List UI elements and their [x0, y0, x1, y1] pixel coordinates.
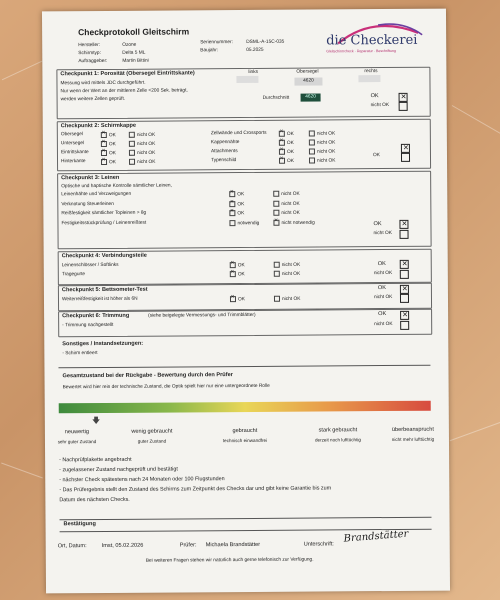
cp2-right-ok: ✕ OK [279, 140, 294, 146]
protocol-sheet [42, 9, 450, 594]
cp3-row1-nicht-ok: nicht OK [273, 191, 299, 197]
gesamt-title: Gesamtzustand bei der Rückgabe - Bewertung durch den Prüfer [62, 372, 233, 380]
cp4-row1-ok: ✕OK [230, 262, 245, 268]
checkbox[interactable] [273, 219, 279, 225]
cp2-left-ok: ✕ OK [101, 150, 116, 156]
cp2-right-label: Typenschild [211, 158, 237, 164]
cp6-ok-checkbox[interactable] [400, 311, 409, 320]
label-auftraggeber: Auftraggeber: [78, 58, 108, 65]
checkbox[interactable] [129, 131, 135, 137]
value-auftraggeber: Martin Bittini [122, 58, 149, 64]
down-arrow-icon: 🡇 [91, 416, 101, 426]
durchschnitt-label: Durchschnitt [262, 95, 290, 101]
cp3-row3-nicht-ok: nicht OK [273, 210, 299, 216]
checkbox[interactable] [230, 271, 236, 277]
floor-grout [452, 105, 500, 136]
logo-text: die Checkerei [326, 32, 418, 49]
cp4-ok-label: OK [377, 261, 386, 268]
cp3-ok-checkbox[interactable] [399, 220, 408, 229]
cp4-row1: Leinenschlösser / Softlinks [61, 262, 119, 269]
checkbox[interactable] [274, 261, 280, 267]
checkbox[interactable] [279, 139, 285, 145]
checkbox[interactable] [230, 296, 236, 302]
cp5-row1-nicht-ok: nicht OK [274, 296, 300, 302]
footer-note: Bei weiteren Fragen stehen wir natürlich auch gerne telefonisch zur Verfügung. [145, 557, 314, 564]
cp3-nicht-ok-label: nicht OK [373, 230, 392, 237]
cp5-ok-label: OK [377, 285, 387, 292]
checkbox[interactable] [273, 200, 279, 206]
cp2-right-label: Kappennähte [210, 140, 240, 146]
grade-label: überbeansprucht [391, 426, 434, 433]
document-title: Checkprotokoll Gleitschirm [78, 26, 190, 38]
cp2-ok-checkbox[interactable] [401, 144, 410, 153]
ort-value: Imst, 05.02.2026 [101, 542, 144, 550]
cp6-subtitle: (siehe beigelegte Vermessungs- und Trimmblätter) [148, 312, 256, 319]
gesamt-subtitle: Bewertet wird hier rein der technische Zustand, die Optik spielt hier nur eine untergeordnete Rolle [62, 383, 270, 391]
cp2-right-nicht-ok: nicht OK [309, 139, 335, 145]
cp1-col-links: links [248, 69, 259, 75]
checkbox[interactable] [309, 148, 315, 154]
checkbox[interactable] [229, 220, 235, 226]
cp5-nicht-ok-checkbox[interactable] [400, 294, 409, 303]
grade-sub: derzeit noch lufttüchtig [314, 437, 361, 443]
cp4-ok-checkbox[interactable] [400, 260, 409, 269]
cp4-nicht-ok-label: nicht OK [373, 270, 393, 277]
cp2-left-label: Untersegel [60, 141, 85, 147]
cp1-line3: werden weitere Zellen geprüft. [60, 96, 126, 103]
cp3-row1b: Leinenhähte und Verzweigungen [61, 191, 132, 198]
checkbox[interactable] [229, 191, 235, 197]
checkbox[interactable] [273, 190, 279, 196]
cp2-right-nicht-ok: nicht OK [309, 130, 335, 136]
ort-label: Ort, Datum: [57, 543, 87, 550]
cp1-col-obersegel: Obersegel [296, 69, 319, 75]
floor-grout [1, 463, 43, 479]
sonstiges-title: Sonstiges / Instandsetzungen: [62, 340, 144, 348]
checkbox[interactable] [230, 262, 236, 268]
note-line: - nächster Check spätestens nach 24 Monaten oder 100 Flugstunden [59, 476, 225, 484]
cp4-row2: Tragegurte [61, 272, 86, 278]
cp6-row1: - Trimmung nachgestellt [62, 322, 114, 329]
pruefer-label: Prüfer: [179, 542, 197, 549]
cp2-right-ok: ✕ OK [279, 149, 294, 155]
cp2-right-nicht-ok: nicht OK [309, 157, 335, 163]
cp1-ok-label: OK [370, 93, 379, 100]
cp3-nicht-ok-checkbox[interactable] [400, 230, 409, 239]
grade-sub: guter Zustand [137, 438, 167, 444]
pruefer-value: Michaela Brandstätter [205, 541, 261, 549]
cp5-ok-checkbox[interactable] [400, 285, 409, 294]
cp1-field-links [236, 76, 258, 83]
cp4-title: Checkpunkt 4: Verbindungsteile [61, 252, 147, 260]
cp5-title: Checkpunkt 5: Bettsometer-Test [61, 286, 148, 294]
checkbox[interactable] [129, 149, 135, 155]
label-schirmtyp: Schirmtyp: [78, 51, 101, 57]
cp2-left-label: Hinterkante [61, 159, 86, 165]
cp1-line2: Nur wenn der Wert an der mittleren Zelle <200 Sek. beträgt, [60, 88, 188, 95]
checkbox[interactable] [274, 270, 280, 276]
checkbox[interactable] [309, 139, 315, 145]
cp1-ok-checkbox[interactable] [399, 93, 408, 102]
cp2-right-label: Zellwände und Crossports [210, 130, 267, 137]
bestaetigung-title: Bestätigung [63, 521, 96, 528]
cp2-left-nicht-ok: nicht OK [129, 141, 155, 147]
note-line: Datum des nächsten Checks. [59, 496, 130, 504]
cp2-left-nicht-ok: nicht OK [129, 150, 155, 156]
value-seriennummer: DSML-A-15C-035 [246, 39, 285, 45]
cp1-title: Checkpunkt 1: Porosität (Obersegel Eintrittskante) [60, 70, 195, 78]
checkbox[interactable] [129, 158, 135, 164]
cp2-left-nicht-ok: nicht OK [129, 159, 155, 165]
unterschrift-label: Unterschrift: [303, 541, 334, 548]
cp2-title: Checkpunkt 2: Schirmkappe [60, 122, 137, 130]
divider [58, 365, 430, 368]
cp3-row1a: Optische und haptische Kontrolle sämtlicher Leinen, [61, 183, 172, 190]
cp1-nicht-ok-label: nicht OK [370, 102, 390, 109]
cp1-field-obersegel: 4620 [294, 77, 322, 85]
cp1-col-rechts: rechts [364, 69, 378, 75]
grade-label: stark gebraucht [318, 427, 358, 434]
cp2-left-label: Eintrittskante [60, 150, 89, 156]
checkbox[interactable] [229, 201, 235, 207]
cp1-field-rechts [358, 75, 380, 82]
cp3-row2-ok: ✕OK [229, 201, 244, 207]
signature: Brandstätter [343, 528, 409, 545]
grade-sub: technisch einwandfrei [222, 437, 268, 444]
cp3-row3: Reißfestigkeit sämtlicher Topleinen > 8g [61, 210, 147, 217]
cp2-left-nicht-ok: nicht OK [129, 132, 155, 138]
cp5-row1-ok: ✕ OK [230, 296, 245, 302]
grade-sub: sehr guter Zustand [57, 439, 97, 445]
durchschnitt-value: 4620 [301, 93, 321, 101]
cp2-right-ok: ✕ OK [279, 131, 294, 137]
label-baujahr: Baujahr: [200, 48, 219, 54]
cp3-row4-notwendig: notwendig [229, 220, 259, 226]
cp3-ok-label: OK [373, 221, 382, 228]
grade-sub: nicht mehr lufttüchtig [391, 436, 435, 442]
checkbox[interactable] [279, 157, 285, 163]
grade-label: neuwertig [64, 429, 90, 436]
checkbox[interactable] [129, 140, 135, 146]
label-seriennummer: Seriennummer: [200, 40, 234, 46]
note-line: - zugelassener Zustand nachgeprüft und bestätigt [59, 466, 178, 474]
cp3-row2-nicht-ok: nicht OK [273, 201, 299, 207]
cp4-row1-nicht-ok: nicht OK [274, 262, 300, 268]
checkbox[interactable] [101, 158, 107, 164]
checkbox[interactable] [279, 148, 285, 154]
cp3-row4-nicht-notwendig: ✕ nicht notwendig [273, 220, 314, 227]
cp2-ok-label: OK [372, 153, 380, 159]
grade-label: wenig gebraucht [131, 428, 173, 435]
cp4-row2-ok: ✕OK [230, 271, 245, 277]
checkbox[interactable] [279, 130, 285, 136]
note-line: - Das Prüfergebnis stellt den Zustand des Schirms zum Zeitpunkt des Checks dar und gibt keine Garantie bis zum [59, 485, 332, 494]
cp6-nicht-ok-checkbox[interactable] [400, 321, 409, 330]
cp5-nicht-ok-label: nicht OK [373, 294, 393, 301]
label-hersteller: Hersteller: [78, 43, 101, 49]
checkbox[interactable] [101, 140, 107, 146]
cp1-line1: Messung wird mittels JDC durchgeführt. [60, 80, 146, 87]
value-hersteller: Ozone [122, 42, 137, 48]
cp6-title: Checkpunkt 6: Trimmung [62, 312, 130, 320]
cp2-left-ok: ✕ OK [101, 159, 116, 165]
cp3-row2: Verknotung Steuerleinen [61, 201, 114, 208]
floor-grout [450, 420, 500, 441]
sonstiges-row1: - Schirm entleert [62, 351, 98, 357]
value-baujahr: 05.2025 [246, 47, 264, 53]
cp2-nicht-ok-checkbox[interactable] [401, 153, 410, 162]
cp6-ok-label: OK [378, 311, 387, 318]
checkbox[interactable] [101, 131, 107, 137]
cp2-right-label: Attachments [210, 149, 238, 155]
cp2-right-nicht-ok: nicht OK [309, 148, 335, 154]
cp4-row2-nicht-ok: nicht OK [274, 271, 300, 277]
cp3-row3-ok: ✕OK [229, 210, 244, 216]
cp2-left-ok: ✕ OK [101, 141, 116, 147]
cp3-row4: Festigkeitsstückprüfung / Leinenreißtest [61, 220, 147, 227]
cp2-left-ok: ✕ OK [101, 132, 116, 138]
floor-grout [2, 61, 42, 81]
cp4-nicht-ok-checkbox[interactable] [400, 270, 409, 279]
value-schirmtyp: Delta 5 ML [122, 50, 146, 56]
condition-scale [59, 401, 431, 414]
checkbox[interactable] [273, 209, 279, 215]
checkbox[interactable] [309, 130, 315, 136]
grade-label: gebraucht [232, 427, 258, 435]
checkbox[interactable] [309, 157, 315, 163]
cp5-row1: Weiterreißfestigkeit ist höher als 6N [61, 296, 138, 303]
checkbox[interactable] [274, 295, 280, 301]
cp3-row1-ok: ✕OK [229, 191, 244, 197]
cp1-nicht-ok-checkbox[interactable] [399, 102, 408, 111]
checkbox[interactable] [229, 210, 235, 216]
cp3-title: Checkpunkt 3: Leinen [61, 174, 120, 182]
cp6-nicht-ok-label: nicht OK [374, 321, 393, 328]
cp2-left-label: Obersegel [60, 132, 83, 138]
checkbox[interactable] [101, 149, 107, 155]
logo-tagline: Gleitschirmcheck · Reparatur · Beschriftung [326, 48, 396, 54]
note-line: - Nachprüfplakette angebracht [59, 456, 132, 464]
divider [60, 517, 432, 520]
cp2-right-ok: ✕ OK [279, 158, 294, 164]
